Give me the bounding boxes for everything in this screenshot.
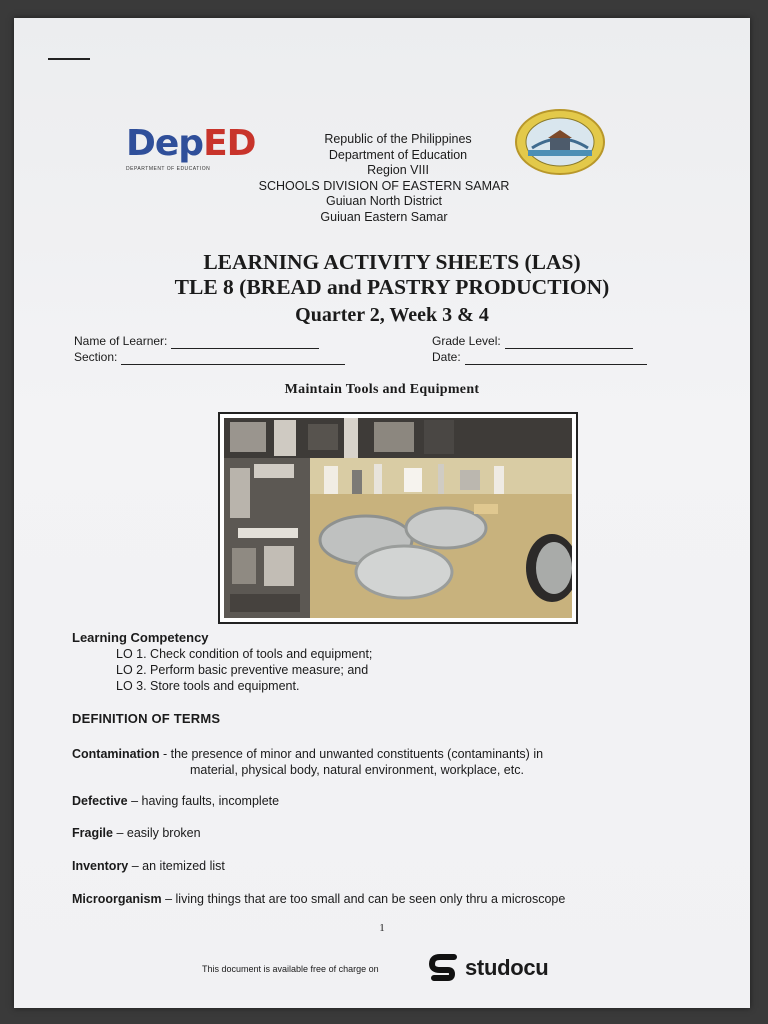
name-field [74, 334, 319, 349]
studocu-logo-icon [428, 953, 462, 983]
grade-field [432, 334, 633, 349]
title-line-2: TLE 8 (BREAD and PASTRY PRODUCTION) [174, 275, 610, 299]
name-blank[interactable] [171, 337, 319, 349]
header-line: Guiuan Eastern Samar [320, 209, 448, 224]
studocu-brand[interactable] [428, 953, 548, 983]
definitions-heading: DEFINITION OF TERMS [72, 711, 221, 726]
definition-term: Contamination [72, 747, 160, 761]
definition-text: living things that are too small and can be seen only thru a microscope [175, 892, 566, 906]
section-blank[interactable] [121, 353, 345, 365]
tools-photo-frame [218, 412, 578, 624]
page-number: 1 [379, 922, 385, 934]
definition-term: Fragile [72, 826, 113, 840]
definition-sep: – [128, 859, 143, 873]
definition-sep: - [159, 747, 171, 761]
header-line: Guiuan North District [325, 194, 442, 208]
learner-fields [74, 334, 664, 366]
pen-mark [48, 58, 90, 60]
agency-header [204, 132, 564, 225]
date-label: Date: [432, 350, 461, 364]
studocu-wordmark: studocu [465, 955, 549, 980]
definition-term: Microorganism [72, 892, 162, 906]
section-label: Section: [74, 350, 118, 364]
list-item: LO 2. Perform basic preventive measure; and [116, 663, 369, 677]
definition-text: the presence of minor and unwanted constituents (contaminants) in [170, 747, 544, 761]
header-line: Region VIII [367, 163, 429, 177]
name-label: Name of Learner: [74, 334, 168, 348]
grade-label: Grade Level: [432, 334, 501, 348]
definition-item [72, 891, 692, 907]
section-field [74, 350, 345, 365]
logo-subtitle: DEPARTMENT OF EDUCATION [126, 166, 211, 172]
definition-item [72, 858, 692, 874]
list-item: LO 3. Store tools and equipment. [116, 679, 300, 693]
definition-sep: – [161, 892, 176, 906]
definition-term: Defective [72, 794, 128, 808]
logo-ed: ED [203, 123, 256, 164]
title-line-1: LEARNING ACTIVITY SHEETS (LAS) [203, 250, 581, 274]
competency-heading: Learning Competency [72, 630, 209, 645]
definition-text: easily broken [126, 826, 201, 840]
tools-equipment-photo [224, 418, 572, 618]
header-line: Department of Education [328, 147, 468, 162]
section-heading: Maintain Tools and Equipment [284, 382, 480, 397]
definition-text: having faults, incomplete [141, 794, 280, 808]
definition-sep: – [127, 794, 142, 808]
definition-text-cont: material, physical body, natural environment, workplace, etc. [190, 763, 524, 777]
definition-text: an itemized list [142, 859, 225, 873]
logo-dep: Dep [126, 123, 204, 164]
date-field [432, 350, 647, 365]
title-line-3: Quarter 2, Week 3 & 4 [295, 304, 489, 326]
grade-blank[interactable] [505, 337, 633, 349]
definition-sep: – [113, 826, 127, 840]
header-line: SCHOOLS DIVISION OF EASTERN SAMAR [258, 178, 510, 193]
definition-term: Inventory [72, 859, 129, 873]
document-title [104, 250, 680, 328]
document-page [14, 18, 750, 1008]
definition-item [72, 746, 692, 778]
competency-list [72, 646, 372, 694]
definition-item [72, 825, 692, 841]
list-item: LO 1. Check condition of tools and equipment; [116, 647, 373, 661]
footer-text: This document is available free of charge on [202, 964, 379, 974]
header-line: Republic of the Philippines [324, 132, 472, 146]
definition-item [72, 793, 692, 809]
learning-competency [72, 630, 372, 694]
date-blank[interactable] [465, 353, 647, 365]
